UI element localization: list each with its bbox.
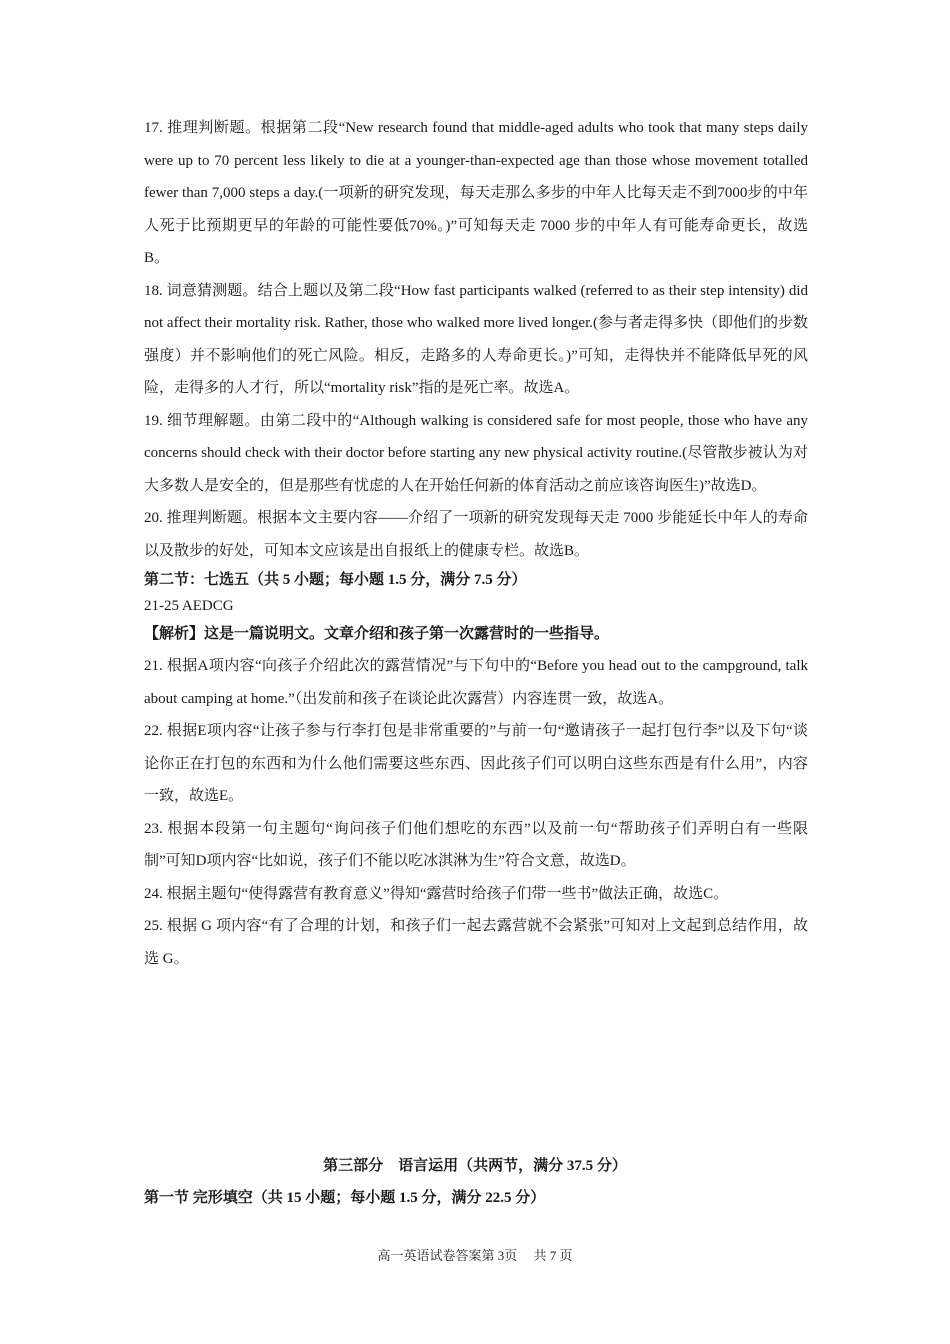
answer-22-explanation: 22. 根据E项内容“让孩子参与行李打包是非常重要的”与前一句“邀请孩子一起打包行李”以及下句“谈论你正在打包的东西和为什么他们需要这些东西、因此孩子们可以明白这些东西是有什么用”，内容一致，故选E。 xyxy=(144,723,808,804)
answer-24-explanation: 24. 根据主题句“使得露营有教育意义”得知“露营时给孩子们带一些书”做法正确，故选C。 xyxy=(144,885,729,902)
answer-20-explanation: 20. 推理判断题。根据本文主要内容——介绍了一项新的研究发现每天走 7000 步能延长中年人的寿命以及散步的好处，可知本文应该是出自报纸上的健康专栏。故选B。 xyxy=(144,510,808,559)
page-footer: 高一英语试卷答案第 3页 共 7 页 xyxy=(377,1248,573,1263)
section2-heading: 第二节：七选五（共 5 小题；每小题 1.5 分，满分 7.5 分） xyxy=(144,572,527,588)
section2-analysis: 【解析】这是一篇说明文。文章介绍和孩子第一次露营时的一些指导。 xyxy=(144,626,610,642)
part3-section1-title: 第一节 完形填空（共 15 小题；每小题 1.5 分，满分 22.5 分） xyxy=(144,1190,546,1206)
answer-19-explanation: 19. 细节理解题。由第二段中的“Although walking is considered safe for most people, those who have any concerns should check with their doctor before starting any new physical activity routine.(尽管散步被认为对大多数人是安全的，但是那些有忧虑的人在开始任何新的体育活动之前应该咨询医生)”故选D。 xyxy=(144,412,808,494)
answer-18-explanation: 18. 词意猜测题。结合上题以及第二段“How fast participants walked (referred to as their step intensity) did not affect their mortality risk. Rather, those who walked more lived longer.(参与者走得多快（即他们的步数强度）并不影响他们的死亡风险。相反，走路多的人寿命更长。)”可知，走得快并不能降低早死的风险，走得多的人才行，所以“mortality risk”指的是死亡率。故选A。 xyxy=(144,282,809,396)
answer-23-explanation: 23. 根据本段第一句主题句“询问孩子们他们想吃的东西”以及前一句“帮助孩子们弄明白有一些限制”可知D项内容“比如说，孩子们不能以吃冰淇淋为生”符合文意，故选D。 xyxy=(144,820,808,869)
part3-title: 第三部分 语言运用（共两节，满分 37.5 分） xyxy=(323,1158,627,1174)
answer-21-explanation: 21. 根据A项内容“向孩子介绍此次的露营情况”与下句中的“Before you head out to the campground, talk about camping at home.”（出发前和孩子在谈论此次露营）内容连贯一致，故选A。 xyxy=(144,658,808,707)
main-content xyxy=(144,112,808,975)
answer-25-explanation: 25. 根据 G 项内容“有了合理的计划，和孩子们一起去露营就不会紧张”可知对上文起到总结作用，故选 G。 xyxy=(144,918,808,967)
answer-17-explanation: 17. 推理判断题。根据第二段“New research found that middle-aged adults who took that many steps daily were up to 70 percent less likely to die at a younger-than-expected age than those whose movement totalled fewer than 7,000 steps a day.(一项新的研究发现，每天走那么多步的中年人比每天走不到7000步的中年人死于比预期更早的年龄的可能性要低70%。)”可知每天走 7000 步的中年人有可能寿命更长，故选B。 xyxy=(144,120,808,266)
section2-answers: 21-25 AEDCG xyxy=(144,598,234,614)
